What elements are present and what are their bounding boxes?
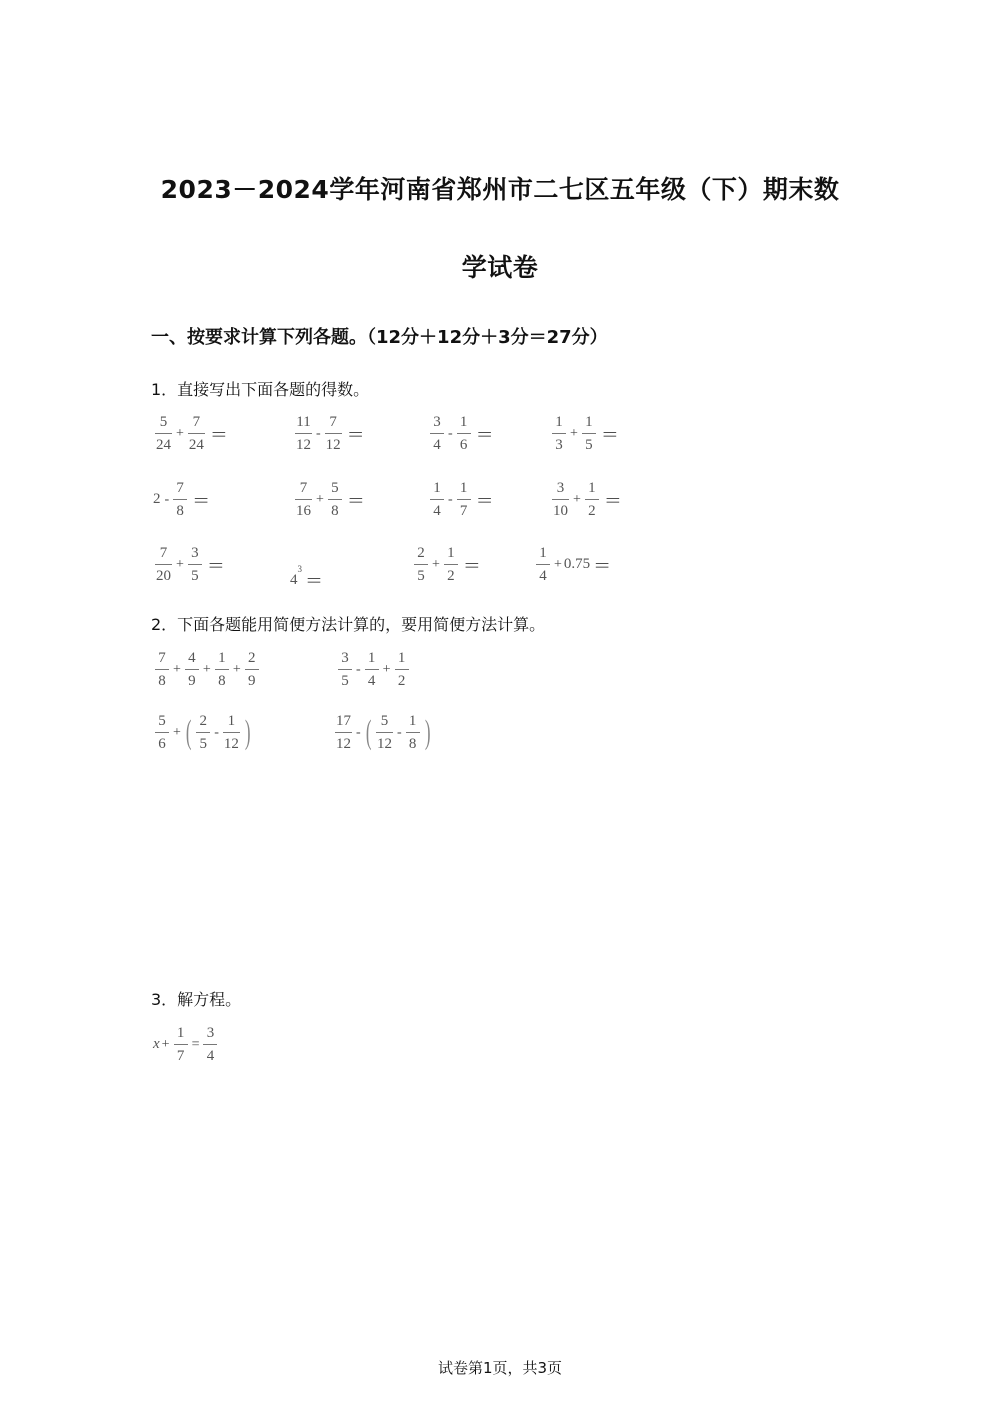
operator: + (176, 556, 184, 572)
numerator: 5 (159, 414, 168, 430)
denominator: 10 (552, 499, 569, 519)
fraction: $\frac{17}{12}$ (336, 713, 351, 752)
fraction (582, 414, 596, 453)
denominator: 3 (552, 433, 566, 453)
denominator: 12 (295, 433, 312, 453)
equals-sign: ＝ (603, 490, 622, 512)
denominator: 7 (457, 499, 471, 519)
fraction (188, 414, 205, 453)
q1-item-11 (412, 545, 481, 584)
power-base: 4 (290, 571, 298, 588)
fraction (295, 414, 312, 453)
fraction: $\frac{5}{12}$ (377, 713, 392, 752)
fraction (155, 414, 172, 453)
numerator: 3 (556, 480, 565, 496)
numerator: 7 (176, 480, 184, 496)
fraction (552, 480, 569, 519)
equals-sign: ＝ (346, 490, 365, 512)
variable: x (153, 1036, 160, 1052)
operator: + (176, 425, 184, 441)
denominator: 2 (585, 499, 599, 519)
equals-sign: ＝ (462, 555, 481, 577)
denominator: 5 (188, 564, 202, 584)
equals-sign: ＝ (192, 490, 211, 512)
numerator: 7 (299, 480, 308, 496)
fraction (325, 414, 342, 453)
denominator: 5 (414, 564, 428, 584)
equals-sign: ＝ (600, 424, 619, 446)
q1-item-10 (290, 545, 323, 593)
numerator: 3 (433, 414, 441, 430)
denominator: 4 (536, 564, 550, 584)
q1-item-9 (153, 545, 225, 584)
equation-3: x + $\frac{1}{7}$ = $\frac{3}{4}$ (153, 1025, 219, 1064)
left-parenthesis: ( (365, 713, 372, 751)
expression-2-3: $\frac{5}{6}$ + ( $\frac{2}{5}$ - $\frac{1}{12}$ ) (153, 713, 253, 752)
fraction: $\frac{7}{8}$ (155, 650, 169, 689)
fraction: $\frac{2}{9}$ (245, 650, 259, 689)
numerator: 2 (417, 545, 425, 561)
section-heading: 一、按要求计算下列各题。（12分＋12分＋3分＝27分） (151, 327, 608, 348)
numerator: 1 (459, 414, 468, 430)
operator: + (554, 556, 562, 572)
equals-sign: ＝ (593, 555, 612, 577)
fraction (536, 545, 550, 584)
equals-sign: ＝ (305, 571, 323, 592)
q1-item-6 (293, 480, 365, 519)
q1-item-12 (534, 545, 611, 584)
q1-item-3 (428, 414, 494, 453)
denominator: 16 (295, 499, 312, 519)
numerator: 1 (588, 480, 596, 496)
denominator: 20 (155, 564, 172, 584)
denominator: 24 (188, 433, 205, 453)
operator: + (432, 556, 440, 572)
fraction (457, 480, 471, 519)
expression-2-4: $\frac{17}{12}$ - ( $\frac{5}{12}$ - $\frac{1}{8}$ ) (336, 713, 431, 752)
operator: - (448, 425, 453, 441)
page-footer: 试卷第1页，共3页 (437, 1359, 563, 1377)
denominator: 4 (430, 499, 444, 519)
numerator: 7 (159, 545, 168, 561)
numerator: 11 (296, 414, 311, 430)
fraction: $\frac{5}{6}$ (155, 713, 169, 752)
fraction: $\frac{1}{2}$ (395, 650, 409, 689)
fraction: $\frac{1}{7}$ (174, 1025, 188, 1064)
fraction (430, 480, 444, 519)
denominator: 8 (173, 499, 187, 519)
equals-sign: ＝ (206, 555, 225, 577)
operator: - (164, 491, 170, 507)
equals-sign: ＝ (475, 490, 494, 512)
fraction (552, 414, 566, 453)
numerator: 1 (433, 480, 441, 496)
denominator: 24 (155, 433, 172, 453)
fraction (173, 480, 187, 519)
whole-number: 2 (153, 491, 161, 507)
question-1-text: 1．直接写出下面各题的得数。 (151, 380, 370, 399)
fraction (430, 414, 444, 453)
fraction: $\frac{1}{4}$ (365, 650, 379, 689)
fraction (585, 480, 599, 519)
equals-sign: ＝ (475, 424, 494, 446)
fraction: $\frac{1}{8}$ (406, 713, 420, 752)
fraction: $\frac{4}{9}$ (185, 650, 199, 689)
q1-item-4 (550, 414, 619, 453)
operator: + (570, 425, 578, 441)
left-parenthesis: ( (185, 713, 192, 751)
denominator: 8 (328, 499, 342, 519)
fraction (328, 480, 342, 519)
denominator: 4 (430, 433, 444, 453)
denominator: 2 (444, 564, 458, 584)
q1-item-1 (153, 414, 228, 453)
decimal-number: 0.75 (563, 556, 591, 572)
right-parenthesis: ) (244, 713, 251, 751)
denominator: 5 (582, 433, 596, 453)
fraction: $\frac{1}{8}$ (215, 650, 229, 689)
expression-2-1: $\frac{7}{8}$ + $\frac{4}{9}$ + $\frac{1}{8}$ + $\frac{2}{9}$ (153, 650, 261, 689)
denominator: 6 (457, 433, 471, 453)
numerator: 1 (539, 545, 547, 561)
fraction (188, 545, 202, 584)
question-2-text: 2．下面各题能用简便方法计算的，要用简便方法计算。 (151, 615, 546, 634)
fraction (155, 545, 172, 584)
fraction (444, 545, 458, 584)
operator: - (316, 425, 321, 441)
expression-2-2: $\frac{3}{5}$ - $\frac{1}{4}$ + $\frac{1}{2}$ (336, 650, 411, 689)
fraction: $\frac{3}{4}$ (203, 1025, 217, 1064)
operator: + (316, 491, 324, 507)
fraction: $\frac{2}{5}$ (196, 713, 210, 752)
page-title: 2023－2024学年河南省郑州市二七区五年级（下）期末数 (160, 175, 840, 204)
q1-item-2 (293, 414, 365, 453)
numerator: 3 (191, 545, 199, 561)
numerator: 5 (331, 480, 339, 496)
equals-sign: ＝ (346, 424, 365, 446)
operator: + (573, 491, 581, 507)
q1-item-7 (428, 480, 494, 519)
numerator: 7 (192, 414, 201, 430)
equals-sign: ＝ (209, 424, 228, 446)
numerator: 1 (459, 480, 468, 496)
right-parenthesis: ) (424, 713, 431, 751)
fraction: $\frac{1}{12}$ (223, 713, 239, 752)
power-exponent: 3 (297, 564, 302, 574)
fraction: $\frac{3}{5}$ (338, 650, 352, 689)
q1-item-5 (153, 480, 210, 519)
fraction (457, 414, 471, 453)
operator: - (448, 491, 453, 507)
denominator: 12 (325, 433, 342, 453)
question-3-text: 3．解方程。 (151, 990, 242, 1009)
numerator: 1 (585, 414, 593, 430)
numerator: 7 (329, 414, 337, 430)
fraction (295, 480, 312, 519)
page-title-continued: 学试卷 (461, 253, 539, 282)
numerator: 1 (447, 545, 455, 561)
q1-item-8 (550, 480, 622, 519)
fraction (414, 545, 428, 584)
numerator: 1 (555, 414, 563, 430)
